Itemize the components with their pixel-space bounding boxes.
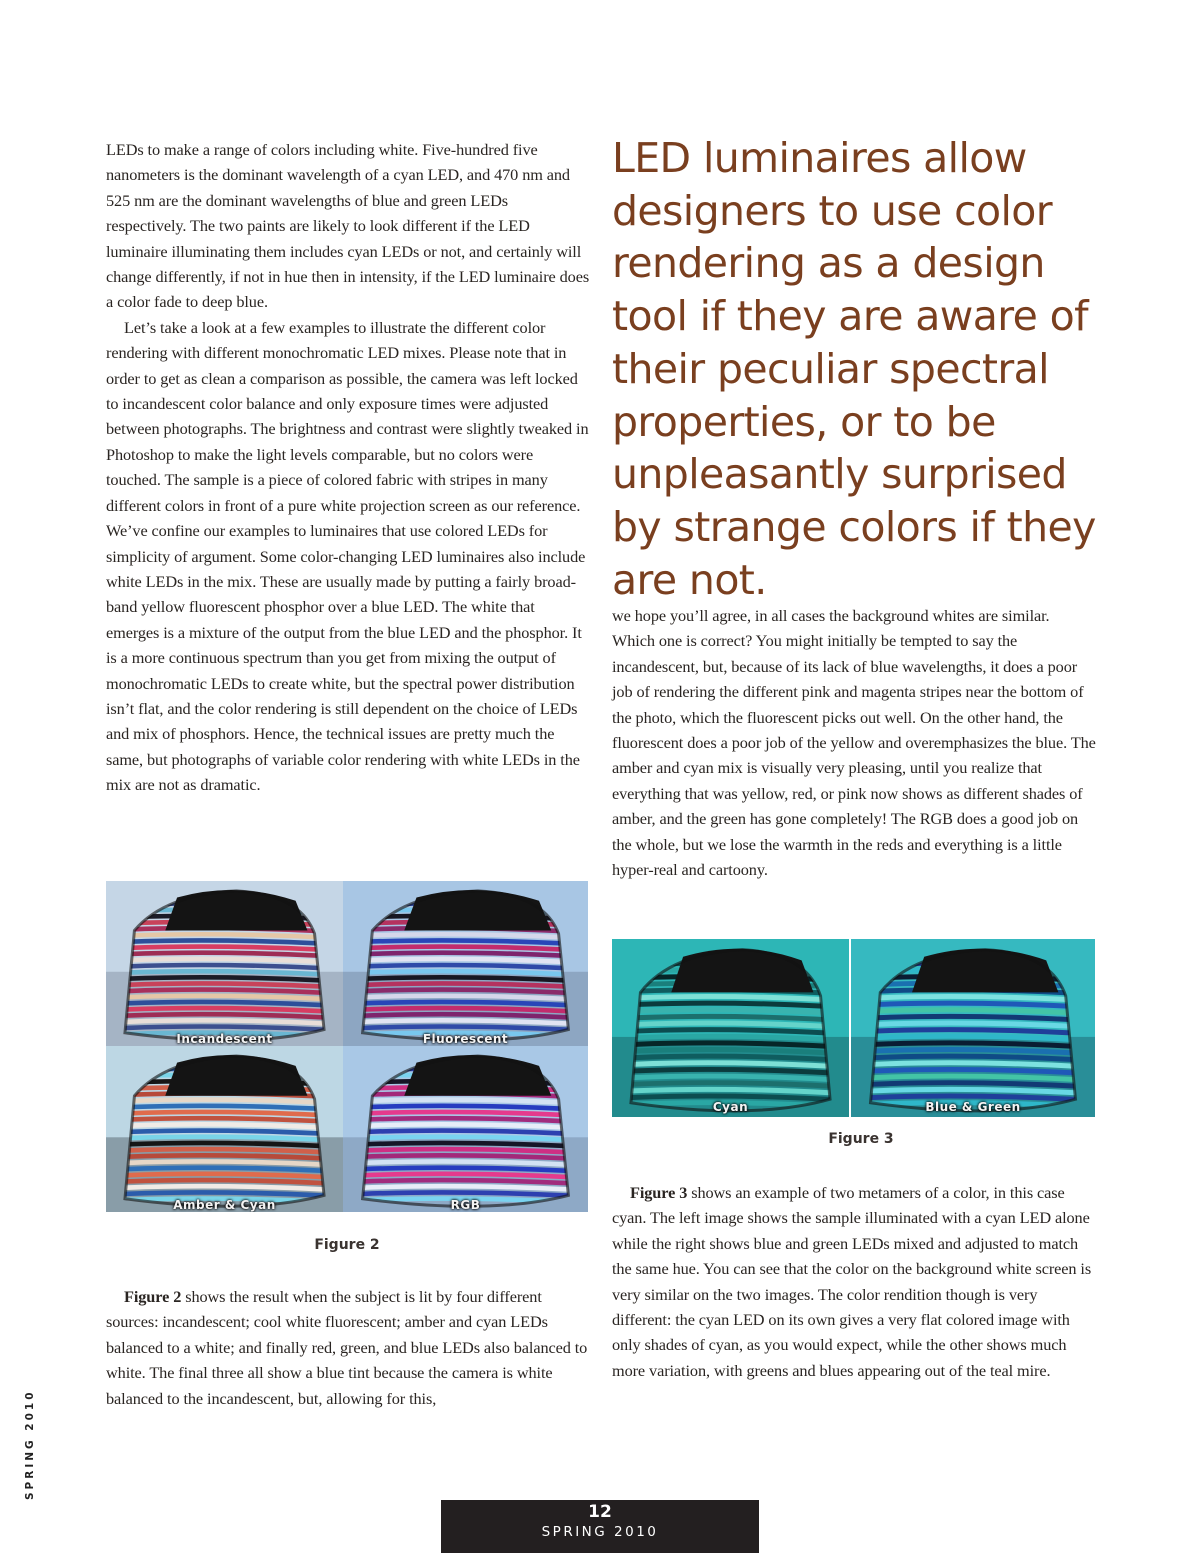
left-column: [106, 137, 590, 798]
paragraph: [106, 1284, 590, 1411]
page-number: 12: [588, 1502, 612, 1522]
photo-label: Blue & Green: [925, 1100, 1021, 1114]
issue-label: SPRING 2010: [541, 1524, 659, 1540]
figure-3: [612, 939, 1095, 1117]
figure-2-photo-rgb: [343, 1046, 588, 1212]
paragraph: [612, 1180, 1096, 1383]
paragraph-text: shows an example of two metamers of a color, in this case cyan. The left image shows the sample illuminated with a cyan LED alone while the right shows blue and green LEDs mixed and adjusted to match the same hue. You can see that the color on the background white screen is very similar on the two images. The color rendition though is very different: the cyan LED on its own gives a very flat colored image with only shades of cyan, as you would expect, while the other shows much more variation, with greens and blues appearing out of the teal mire.: [612, 1183, 1092, 1380]
figure-3-caption: Figure 3: [828, 1131, 894, 1147]
page-footer: [441, 1500, 759, 1553]
figure-2-caption: Figure 2: [314, 1237, 380, 1253]
paragraph: LEDs to make a range of colors including white. Five-hundred five nanometers is the dominant wavelength of a cyan LED, and 470 nm and 525 nm are the dominant wavelengths of blue and green LEDs respectively. The two paints are likely to look different if the LED luminaire illuminating them includes cyan LEDs or not, and certainly will change differently, if not in hue then in intensity, if the LED luminaire does a color fade to deep blue.: [106, 140, 590, 312]
photo-label: Cyan: [712, 1100, 749, 1114]
figure-2-photo-incandescent: [106, 881, 343, 1046]
paragraph: Let’s take a look at a few examples to illustrate the different color rendering with different monochromatic LED mixes. Please note that in order to get as clean a comparison as possible, the camera was left locked to incandescent color balance and only exposure times were adjusted between photographs. The brightness and contrast were slightly tweaked in Photoshop to make the light levels comparable, but no colors were touched. The sample is a piece of colored fabric with stripes in many different colors in front of a pure white projection screen as our reference. We’ve confine our examples to luminaires that use colored LEDs for simplicity of argument. Some color-changing LED luminaires also include white LEDs in the mix. These are usually made by putting a fairly broad-band yellow fluorescent phosphor over a blue LED. The white that emerges is a mixture of the output from the blue LED and the phosphor. It is a more continuous spectrum than you get from mixing the output of monochromatic LEDs to create white, but the spectral power distribution isn’t flat, and the color rendering is still dependent on the choice of LEDs and mix of phosphors. Hence, the technical issues are pretty much the same, but photographs of variable color rendering with white LEDs in the mix are not as dramatic.: [106, 317, 589, 795]
figure-3-photo-blue-green: [851, 939, 1095, 1117]
figure-reference: Figure 2: [124, 1287, 182, 1306]
photo-label: Fluorescent: [422, 1032, 509, 1046]
figure-3-photo-cyan: [612, 939, 849, 1117]
side-issue-label: SPRING 2010: [24, 1389, 36, 1500]
figure-2-photo-amber-cyan: [106, 1046, 343, 1212]
figure-reference: Figure 3: [630, 1183, 688, 1202]
right-column-top: [612, 603, 1096, 882]
pull-quote: LED luminaires allow designers to use color rendering as a design tool if they are aware of their peculiar spectral properties, or to be unpleasantly surprised by strange colors if they are not.: [612, 134, 1096, 604]
photo-label: Amber & Cyan: [173, 1198, 276, 1212]
figure-2-photo-fluorescent: [343, 881, 588, 1046]
photo-label: RGB: [450, 1198, 481, 1212]
figure-3-description: [612, 1180, 1096, 1383]
paragraph: we hope you’ll agree, in all cases the background whites are similar. Which one is correct? You might initially be tempted to say the incandescent, but, because of its lack of blue wavelengths, it does a poor job of rendering the different pink and magenta stripes near the bottom of the photo, which the fluorescent picks out well. On the other hand, the fluorescent does a poor job of the yellow and overemphasizes the blue. The amber and cyan mix is visually very pleasing, until you realize that everything that was yellow, red, or pink now shows as different shades of amber, and the green has gone completely! The RGB does a good job on the whole, but we lose the warmth in the reds and everything is a little hyper-real and cartoony.: [612, 606, 1096, 880]
figure-2-description: [106, 1284, 590, 1411]
paragraph-text: shows the result when the subject is lit by four different sources: incandescent; cool white fluorescent; amber and cyan LEDs balanced to a white; and finally red, green, and blue LEDs also balanced to white. The final three all show a blue tint because the camera is white balanced to the incandescent, but, allowing for this,: [106, 1287, 588, 1408]
figure-2: [106, 881, 588, 1212]
photo-label: Incandescent: [176, 1032, 273, 1046]
